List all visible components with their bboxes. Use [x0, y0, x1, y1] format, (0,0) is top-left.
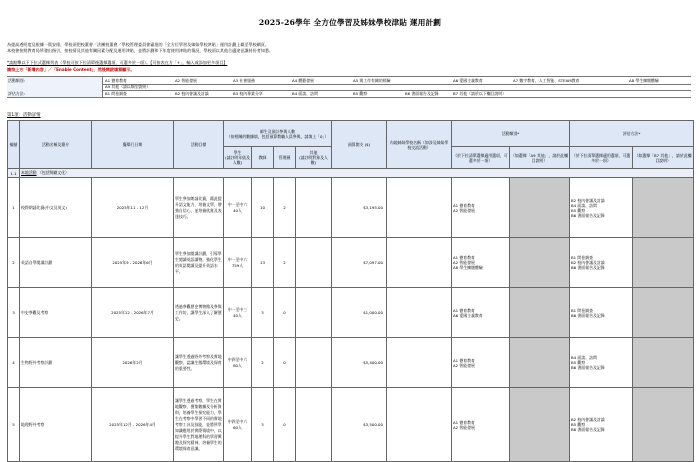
- activity-objective: 學生參加朗誦比賽，藉此提升語文能力，培養文學，增強自信心，並培養欣賞及表達技巧。: [174, 178, 224, 238]
- eval-item: B4 面談、訪問: [571, 355, 597, 360]
- eval-item: B6 書面報告及記錄: [571, 212, 605, 218]
- category-item: A1 德育教育: [453, 307, 475, 313]
- legend-item: A2 智能發展: [175, 78, 197, 83]
- activity-date: 2026年2月: [92, 338, 174, 388]
- admin-count: 0: [274, 388, 296, 462]
- eval-item: B6 書面報告及記錄: [571, 427, 605, 432]
- table-row: [8, 238, 694, 288]
- category-list: [452, 388, 510, 462]
- header-category: 活動類別*: [452, 121, 570, 147]
- activity-objective: 學生參加閱讀計劃，引導學生閱讀英語讀物，強化學生的英語閱讀及提升英語水平。: [174, 238, 224, 288]
- category-other: [510, 288, 570, 338]
- legend-item: A9 其他（請以類型說明）: [105, 84, 151, 89]
- eval-item: B6 書面報告及記錄: [571, 365, 605, 370]
- header-partner: 內地姊妹學校名稱（如涉及姊妹學校交流活動）: [387, 121, 452, 169]
- legend-item: B5 觀察: [353, 91, 368, 96]
- others-count: [296, 338, 332, 388]
- eval-other: [633, 388, 694, 462]
- category-item: A1 德育教育: [453, 357, 475, 363]
- teachers-count: 13: [252, 238, 274, 288]
- budget-amount: $3,500.00: [332, 388, 387, 462]
- header-teachers: 教師: [252, 147, 274, 169]
- admin-count: 2: [274, 238, 296, 288]
- eval-item: B6 書面報告及記錄: [571, 265, 605, 270]
- eval-item: B5 觀察: [571, 360, 586, 365]
- admin-count: 0: [274, 338, 296, 388]
- legend-spacer: [7, 83, 103, 90]
- others-count: [296, 178, 332, 238]
- category-other: [510, 238, 570, 288]
- legend-eval-label: 評估方法:: [7, 90, 103, 97]
- category-row: [8, 169, 694, 178]
- legend-item: B6 書面報告及記錄: [405, 91, 439, 96]
- intro-line-2: 本校會按照教育局所發出指引，按校情及其他有關因素分配及運用津貼，並將計劃和下年度使用津貼的情況，學校須以其他合適途徑讓持份者知悉。: [7, 48, 274, 53]
- category-item: A2 智能發展: [453, 260, 475, 265]
- activity-name: 生物野外考察計劃: [20, 338, 92, 388]
- table-row: [8, 288, 694, 338]
- header-budget: 預算開支 ($): [332, 121, 387, 169]
- header-admin: 管理層: [274, 147, 296, 169]
- row-index: 2: [8, 238, 20, 288]
- students-count: 中四至中六 80人: [224, 338, 252, 388]
- others-count: [296, 238, 332, 288]
- students-count: 中一至中六 759人: [224, 238, 252, 288]
- legend-item: A8 學生擴闊體驗: [629, 78, 659, 83]
- activity-date: 2025年12 - 2026年7月: [92, 288, 174, 338]
- table-body: [8, 178, 694, 462]
- activity-objective: 讓學生透過野外考察及實地觀察，認識生態環境及保育的重要性。: [174, 338, 224, 388]
- eval-list: [570, 238, 633, 288]
- eval-other: [633, 338, 694, 388]
- partner-school: [387, 288, 452, 338]
- category-label-cell: [20, 169, 694, 178]
- partner-school: [387, 388, 452, 462]
- header-participants-title: 師生及預計參與人數: [259, 128, 295, 134]
- eval-item: B1 問卷調查: [571, 307, 593, 313]
- header-category-sub1: （於下拉清單選擇適用選項，可選多於一項）: [452, 147, 510, 169]
- row-index: 3: [8, 288, 20, 338]
- prompt-line: 請按上方「新增內容」／「Enable Content」，然後開啟填寫顯示。: [7, 67, 135, 72]
- header-participants: [224, 121, 332, 147]
- table-row: [8, 338, 694, 388]
- section-title: 第1項：活動詳情: [7, 113, 41, 118]
- budget-amount: $5,400.00: [332, 338, 387, 388]
- legend-item: A6 愛國主義教育: [453, 78, 483, 83]
- activity-objective: 讓學生透過考察，學生在實地觀察、搜集數據及分析資料，培養學生探究能力，學生在考察中學習不同的實地考察工具及技能，並將所學知識應用於實際情境中，以提升學生對地理科的學習興趣及探究精神，培養學生的環境保育意識。: [174, 388, 224, 462]
- category-item: A2 智能發展: [453, 362, 475, 368]
- legend-eval-row: [7, 90, 691, 98]
- row-index: 1: [8, 178, 20, 238]
- category-item: A1 德育教育: [453, 419, 475, 425]
- eval-item: B5 觀察: [571, 422, 586, 427]
- category-index: 1.1: [8, 169, 20, 178]
- page-title: 2025-26學年 全方位學習及姊妹學校津貼 運用計劃: [258, 18, 442, 27]
- category-other: [510, 388, 570, 462]
- category-item: A1 德育教育: [453, 255, 475, 260]
- activity-name: 校際朗誦比賽(中文及英文): [20, 178, 92, 238]
- admin-count: 2: [274, 178, 296, 238]
- category-item: A1 德育教育: [453, 202, 475, 208]
- eval-item: B2 校內會議及討論: [571, 260, 605, 265]
- activity-name: 中史參觀及考察: [20, 288, 92, 338]
- teachers-count: 3: [252, 288, 274, 338]
- budget-amount: $3,195.00: [332, 178, 387, 238]
- row-index: 5: [8, 388, 20, 462]
- header-students-label: 學生: [233, 150, 242, 155]
- students-count: 中一至中三 40人: [224, 288, 252, 338]
- header-date: 擬舉行日期: [92, 121, 174, 169]
- partner-school: [387, 178, 452, 238]
- header-eval: 評估方法*: [570, 121, 694, 147]
- partner-school: [387, 338, 452, 388]
- eval-item: B4 面談、訪問: [571, 202, 597, 208]
- header-eval-sub2: （如選擇「B7 其他」，請於此欄目說明）: [633, 147, 694, 169]
- category-note: （包括獎勵文化）: [37, 170, 69, 175]
- header-others: [296, 147, 332, 169]
- intro-line-1: 為提高透明度及根據一貫安排，學校須把校董會／法團校董會／學校管理委員會審批的「全方位學習及姊妹學校津貼」運用計劃上載至學校網頁。: [7, 42, 269, 47]
- header-eval-sub1: （於下拉清單選擇適用選項，可選多於一項）: [570, 147, 633, 169]
- header-participants-note: （按相關的數據填，包括預算教職人員參與，請填上「0」）: [226, 133, 329, 139]
- category-other: [510, 178, 570, 238]
- activity-name: 地理野外考察: [20, 388, 92, 462]
- others-count: [296, 288, 332, 338]
- category-list: [452, 238, 510, 288]
- teachers-count: 3: [252, 388, 274, 462]
- header-index: 編號: [8, 121, 20, 169]
- table-row: [8, 388, 694, 462]
- teachers-count: 10: [252, 178, 274, 238]
- eval-list: [570, 178, 633, 238]
- eval-list: [570, 288, 633, 338]
- activity-date: 2025年9 - 2026年6月: [92, 238, 174, 288]
- header-name: 活動名稱及簡介: [20, 121, 92, 169]
- students-count: 中一至中六 40人: [224, 178, 252, 238]
- header-students-note: (請註明年級及人數): [225, 155, 250, 165]
- admin-count: 0: [274, 288, 296, 338]
- row-index: 4: [8, 338, 20, 388]
- eval-list: [570, 388, 633, 462]
- legend-item: B2 校內會議及討論: [175, 91, 209, 96]
- eval-other: [633, 288, 694, 338]
- legend-item: A1 德育教育: [105, 78, 127, 83]
- eval-item: B1 問卷調查: [571, 255, 593, 260]
- category-label: 本地活動: [21, 170, 37, 175]
- legend-item: B7 其他（請於以下欄目說明）: [453, 91, 507, 96]
- category-item: A8 學生擴闊體驗: [453, 265, 483, 270]
- header-category-sub2: （如選擇「A9 其他」，請於此欄目說明）: [510, 147, 570, 169]
- category-other: [510, 338, 570, 388]
- table-row: [8, 178, 694, 238]
- budget-amount: $1,000.00: [332, 288, 387, 338]
- eval-item: B5 觀察: [571, 207, 586, 213]
- header-others-label: 其他: [309, 150, 318, 155]
- partner-school: [387, 238, 452, 288]
- legend-item: B3 校內專業分享: [233, 91, 263, 96]
- others-count: [296, 388, 332, 462]
- activity-table: [7, 120, 694, 462]
- eval-list: [570, 338, 633, 388]
- eval-other: [633, 238, 694, 288]
- activity-objective: 透過參觀歷史博物館及參與工作坊，讓學生深入了解歷史。: [174, 288, 224, 338]
- category-item: A2 智能發展: [453, 207, 475, 213]
- instruction-line: *請點擊以下下拉式選擇列表（學校可按下拉清單後選擇選項，可選多於一項）。【可按表在方「+」，輸入或添加更多項目】: [7, 60, 228, 65]
- header-others-note: (請註明對象及人數): [299, 155, 328, 165]
- eval-item: B6 書面報告及記錄: [571, 312, 605, 318]
- legend-item: B1 問卷調查: [105, 91, 127, 96]
- budget-amount: $7,097.00: [332, 238, 387, 288]
- category-item: A6 愛國主義教育: [453, 312, 483, 318]
- header-students: [224, 147, 252, 169]
- students-count: 中四至中六 60人: [224, 388, 252, 462]
- activity-date: 2025年11 - 12月: [92, 178, 174, 238]
- eval-item: B2 校內會議及討論: [571, 417, 605, 422]
- legend-item: A7 數字教育、人工智能、STEAM教育: [513, 78, 580, 83]
- legend-item: A5 與工作有關的經驗: [353, 78, 391, 83]
- legend-item: A4 體藝發展: [292, 78, 314, 83]
- category-item: A2 智能發展: [453, 424, 475, 430]
- header-objective: 活動目標: [174, 121, 224, 169]
- legend-activity-label: 活動類別:: [7, 77, 103, 84]
- teachers-count: 2: [252, 338, 274, 388]
- category-list: [452, 178, 510, 238]
- activity-name: 英語自學閱讀計劃: [20, 238, 92, 288]
- category-list: [452, 288, 510, 338]
- legend-item: B4 面談、訪問: [292, 91, 318, 96]
- eval-item: B2 校內會議及討論: [571, 197, 605, 203]
- activity-date: 2025年12月 - 2026年4月: [92, 388, 174, 462]
- eval-other: [633, 178, 694, 238]
- category-list: [452, 338, 510, 388]
- legend-item: A3 社會服務: [233, 78, 255, 83]
